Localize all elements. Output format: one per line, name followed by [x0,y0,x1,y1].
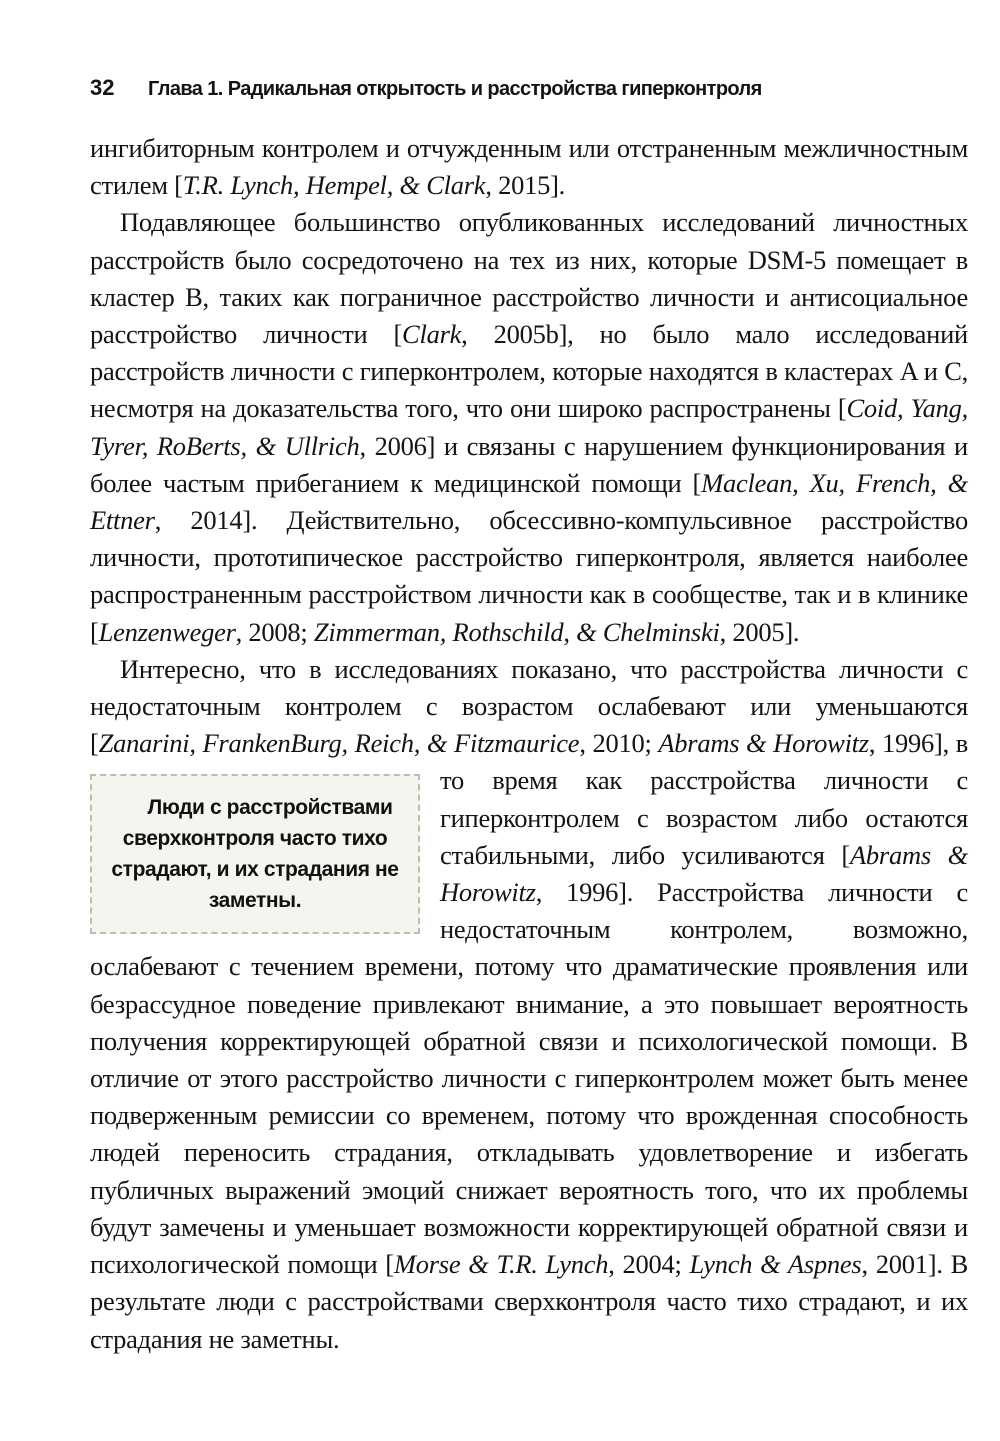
p2-text-c: , 2006] и связаны с нарушением функционирования и более частым прибеганием к медицинской помощи [ [90,430,968,498]
p2-text-b: , 2005b], но было мало исследований расстройств личности с гиперконтролем, которые находятся в кластерах A и C, несмотря на доказательства того, что они широко распространены [ [90,319,968,424]
p3-citation-2: Abrams & Horowitz [658,728,869,759]
p3-text-e: , 2004; [608,1249,690,1280]
p3-citation-3: Abrams & Horowitz [440,839,968,908]
p3-text-a: Интересно, что в исследованиях показано, что расстройства личности с недостаточным контролем с возрастом ослабевают или уменьшаются [ [90,653,968,759]
paragraph-1 [90,130,968,204]
running-header [90,72,950,104]
paragraph-2 [90,204,968,650]
p3-citation-1: Zanarini, FrankenBurg, Reich, & Fitzmaurice [98,728,580,759]
pullquote-box: Люди с расстройствами сверхконтроля часто тихо страдают, и их страдания не заметны. [90,774,420,934]
p2-text-a: Подавляющее большинство опубликованных исследований личностных расстройств было сосредоточено на тех из них, которые DSM-5 помещает в кластер B, таких как пограничное расстройство личности и антисоциальное расстройство личности [ [90,207,968,350]
p3-citation-4: Morse & T.R. Lynch [393,1249,609,1280]
p2-text-d: , 2014]. Действительно, обсессивно-компульсивное расстройство личности, прототипическое расстройство гиперконтроля, является наиболее распространенным расстройством личности как в сообществе, так и в клинике [ [90,505,968,647]
paragraph-3 [90,651,968,1358]
p3-text-d: , 1996]. Расстройства личности с недостаточным контролем, возможно, ослабевают с течением времени, потому что драматические проявления или безрассудное поведение привлекают внимание, а это повышает вероятность получения корректирующей обратной связи и психологической помощи. В отличие от этого расстройство личности с гиперконтролем может быть менее подверженным ремиссии со временем, потому что врожденная способность людей переносить страдания, откладывать удовлетворение и избегать публичных выражений эмоций снижает вероятность того, что их проблемы будут замечены и уменьшает возможности корректирующей обратной связи и психологической помощи [ [90,877,968,1280]
p3-text-b: , 2010; [579,728,659,759]
p1-citation-1: T.R. Lynch, Hempel, & Clark [182,170,486,201]
p2-citation-3: Maclean, Xu, French, & Ettner [90,467,968,536]
p3-text-c: , 1996], в то время как расстройства личности с гиперконтролем с возрастом либо остаются стабильными, либо усиливаются [ [440,728,968,870]
p2-citation-4: Lenzenweger [98,616,236,647]
p1-text-a: ингибиторным контролем и отчужденным или отстраненным межличностным стилем [ [90,133,968,201]
p3-citation-5: Lynch & Aspnes [689,1249,862,1280]
p1-text-b: , 2015]. [485,170,566,201]
p2-text-f: , 2005]. [719,616,800,647]
p2-citation-1: Clark [402,319,462,350]
page-number: 32 [90,75,115,100]
p2-text-e: , 2008; [235,616,314,647]
p3-text-f: , 2001]. В результате люди с расстройствами сверхконтроля часто тихо страдают, и их страдания не заметны. [90,1249,969,1354]
p2-citation-5: Zimmerman, Rothschild, & Chelminski [313,616,720,647]
p2-citation-2: Coid, Yang, Tyrer, RoBerts, & Ullrich [90,393,968,461]
main-text [90,130,968,1358]
chapter-title: Глава 1. Радикальная открытость и расстройства гиперконтроля [148,78,762,100]
